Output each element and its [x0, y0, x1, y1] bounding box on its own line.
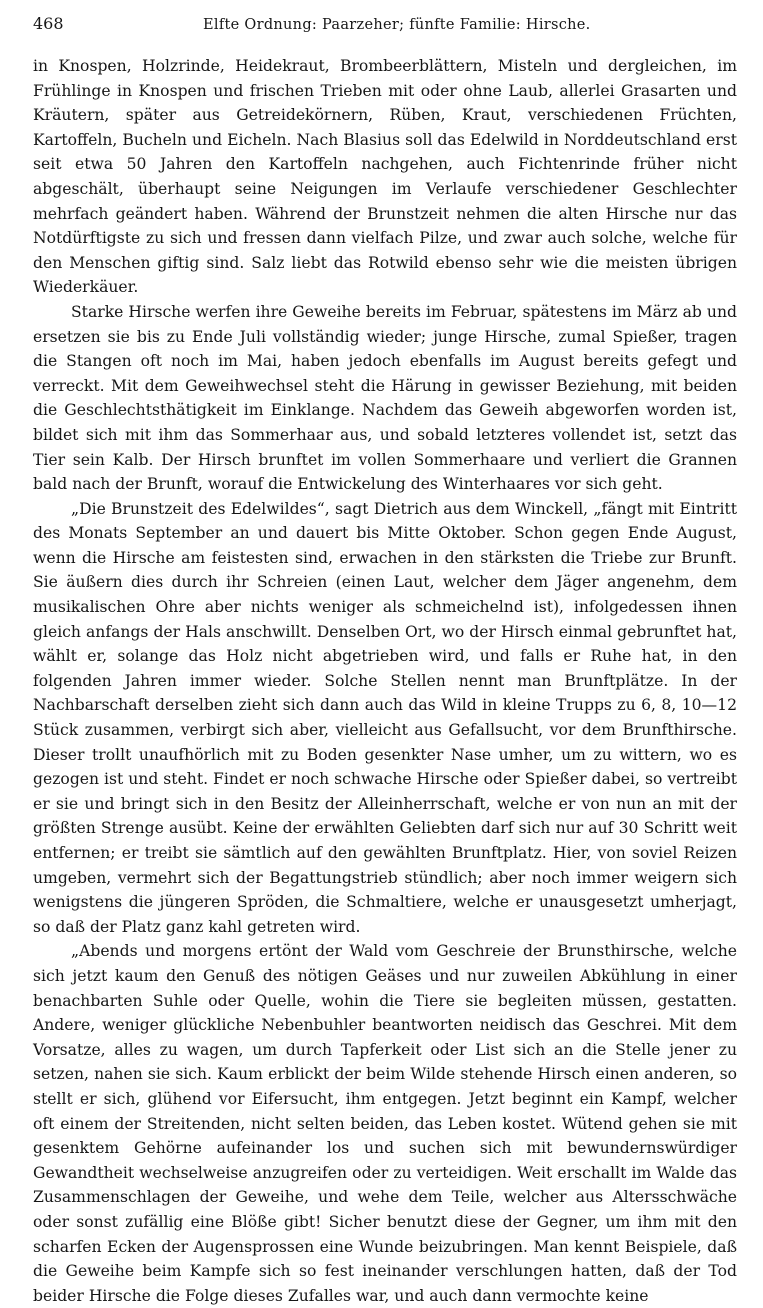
paragraph-antler-shedding: Starke Hirsche werfen ihre Geweihe bereits im Februar, spätestens im März ab und ersetzen sie bis zu Ende Juli vollständig wieder; junge Hirsche, zumal Spießer, tragen die Stangen oft noch im Mai, haben jedoch ebenfalls im August bereits gefegt und verreckt. Mit dem Geweihwechsel steht die Härung in gewisser Beziehung, mit beiden die Geschlechtsthätigkeit im Einklange. Nachdem das Geweih abgeworfen worden ist, bildet sich mit ihm das Sommerhaar aus, und sobald letzteres vollendet ist, setzt das Tier sein Kalb. Der Hirsch brunftet im vollen Sommerhaare und verliert die Grannen bald nach der Brunft, worauf die Entwickelung des Winterhaares vor sich geht.: [33, 302, 737, 494]
body-text: [33, 54, 737, 1308]
paragraph-rut-fight: „Abends und morgens ertönt der Wald vom Geschreie der Brunsthirsche, welche sich jetzt kaum den Genuß des nötigen Geäses und nur zuweilen Abkühlung in einer benachbarten Suhle oder Quelle, wohin die Tiere sie begleiten müssen, gestatten. Andere, weniger glückliche Nebenbuhler beantworten neidisch das Geschrei. Mit dem Vorsatze, alles zu wagen, um durch Tapferkeit oder List sich an die Stelle jener zu setzen, nahen sie sich. Kaum erblickt der beim Wilde stehende Hirsch einen anderen, so stellt er sich, glühend vor Eifersucht, ihm entgegen. Jetzt beginnt ein Kampf, welcher oft einem der Streitenden, nicht selten beiden, das Leben kostet. Wütend gehen sie mit gesenktem Gehörne aufeinander los und suchen sich mit bewundernswürdiger Gewandtheit wechselweise anzugreifen oder zu verteidigen. Weit erschallt im Walde das Zusammenschlagen der Geweihe, und wehe dem Teile, welcher aus Altersschwäche oder sonst zufällig eine Blöße gibt! Sicher benutzt diese der Gegner, um ihm mit den scharfen Ecken der Augensprossen eine Wunde beizubringen. Man kennt Beispiele, daß die Geweihe beim Kampfe sich so fest ineinander verschlungen hatten, daß der Tod beider Hirsche die Folge dieses Zufalles war, und auch dann vermochte keine: [33, 942, 737, 1305]
page-number: 468: [33, 14, 64, 33]
paragraph-rut-quote: „Die Brunstzeit des Edelwildes“, sagt Dietrich aus dem Winckell, „fängt mit Eintritt des Monats September an und dauert bis Mitte Oktober. Schon gegen Ende August, wenn die Hirsche am feistesten sind, erwachen in den stärksten die Triebe zur Brunft. Sie äußern dies durch ihr Schreien (einen Laut, welcher dem Jäger angenehm, dem musikalischen Ohre aber nichts weniger als schmeichelnd ist), infolgedessen ihnen gleich anfangs der Hals anschwillt. Denselben Ort, wo der Hirsch einmal gebrunftet hat, wählt er, solange das Holz nicht abgetrieben wird, und falls er Ruhe hat, in den folgenden Jahren immer wieder. Solche Stellen nennt man Brunftplätze. In der Nachbarschaft derselben zieht sich dann auch das Wild in kleine Trupps zu 6, 8, 10—12 Stück zusammen, verbirgt sich aber, vielleicht aus Gefallsucht, vor dem Brunfthirsche. Dieser trollt unaufhörlich mit zu Boden gesenkter Nase umher, um zu wittern, wo es gezogen ist und steht. Findet er noch schwache Hirsche oder Spießer dabei, so vertreibt er sie und bringt sich in den Besitz der Alleinherrschaft, welche er von nun an mit der größten Strenge ausübt. Keine der erwählten Geliebten darf sich nur auf 30 Schritt weit entfernen; er treibt sie sämtlich auf den gewählten Brunftplatz. Hier, von soviel Reizen umgeben, vermehrt sich der Begattungstrieb stündlich; aber noch immer weigern sich wenigstens die jüngeren Spröden, die Schmaltiere, welche er unausgesetzt umherjagt, so daß der Platz ganz kahl getreten wird.: [33, 499, 737, 936]
page-header: [33, 14, 737, 44]
paragraph-continued: in Knospen, Holzrinde, Heidekraut, Brombeerblättern, Misteln und dergleichen, im Frühlinge in Knospen und frischen Trieben mit oder ohne Laub, allerlei Grasarten und Kräutern, später aus Getreidekörnern, Rüben, Kraut, verschiedenen Früchten, Kartoffeln, Bucheln und Eicheln. Nach Blasius soll das Edelwild in Norddeutschland erst seit etwa 50 Jahren den Kartoffeln nachgehen, auch Fichtenrinde früher nicht abgeschält, überhaupt seine Neigungen im Verlaufe verschiedener Geschlechter mehrfach geändert haben. Während der Brunstzeit nehmen die alten Hirsche nur das Notdürftigste zu sich und fressen dann vielfach Pilze, und zwar auch solche, welche für den Menschen giftig sind. Salz liebt das Rotwild ebenso sehr wie die meisten übrigen Wiederkäuer.: [33, 57, 737, 297]
running-head: Elfte Ordnung: Paarzeher; fünfte Familie: Hirsche.: [203, 17, 591, 33]
